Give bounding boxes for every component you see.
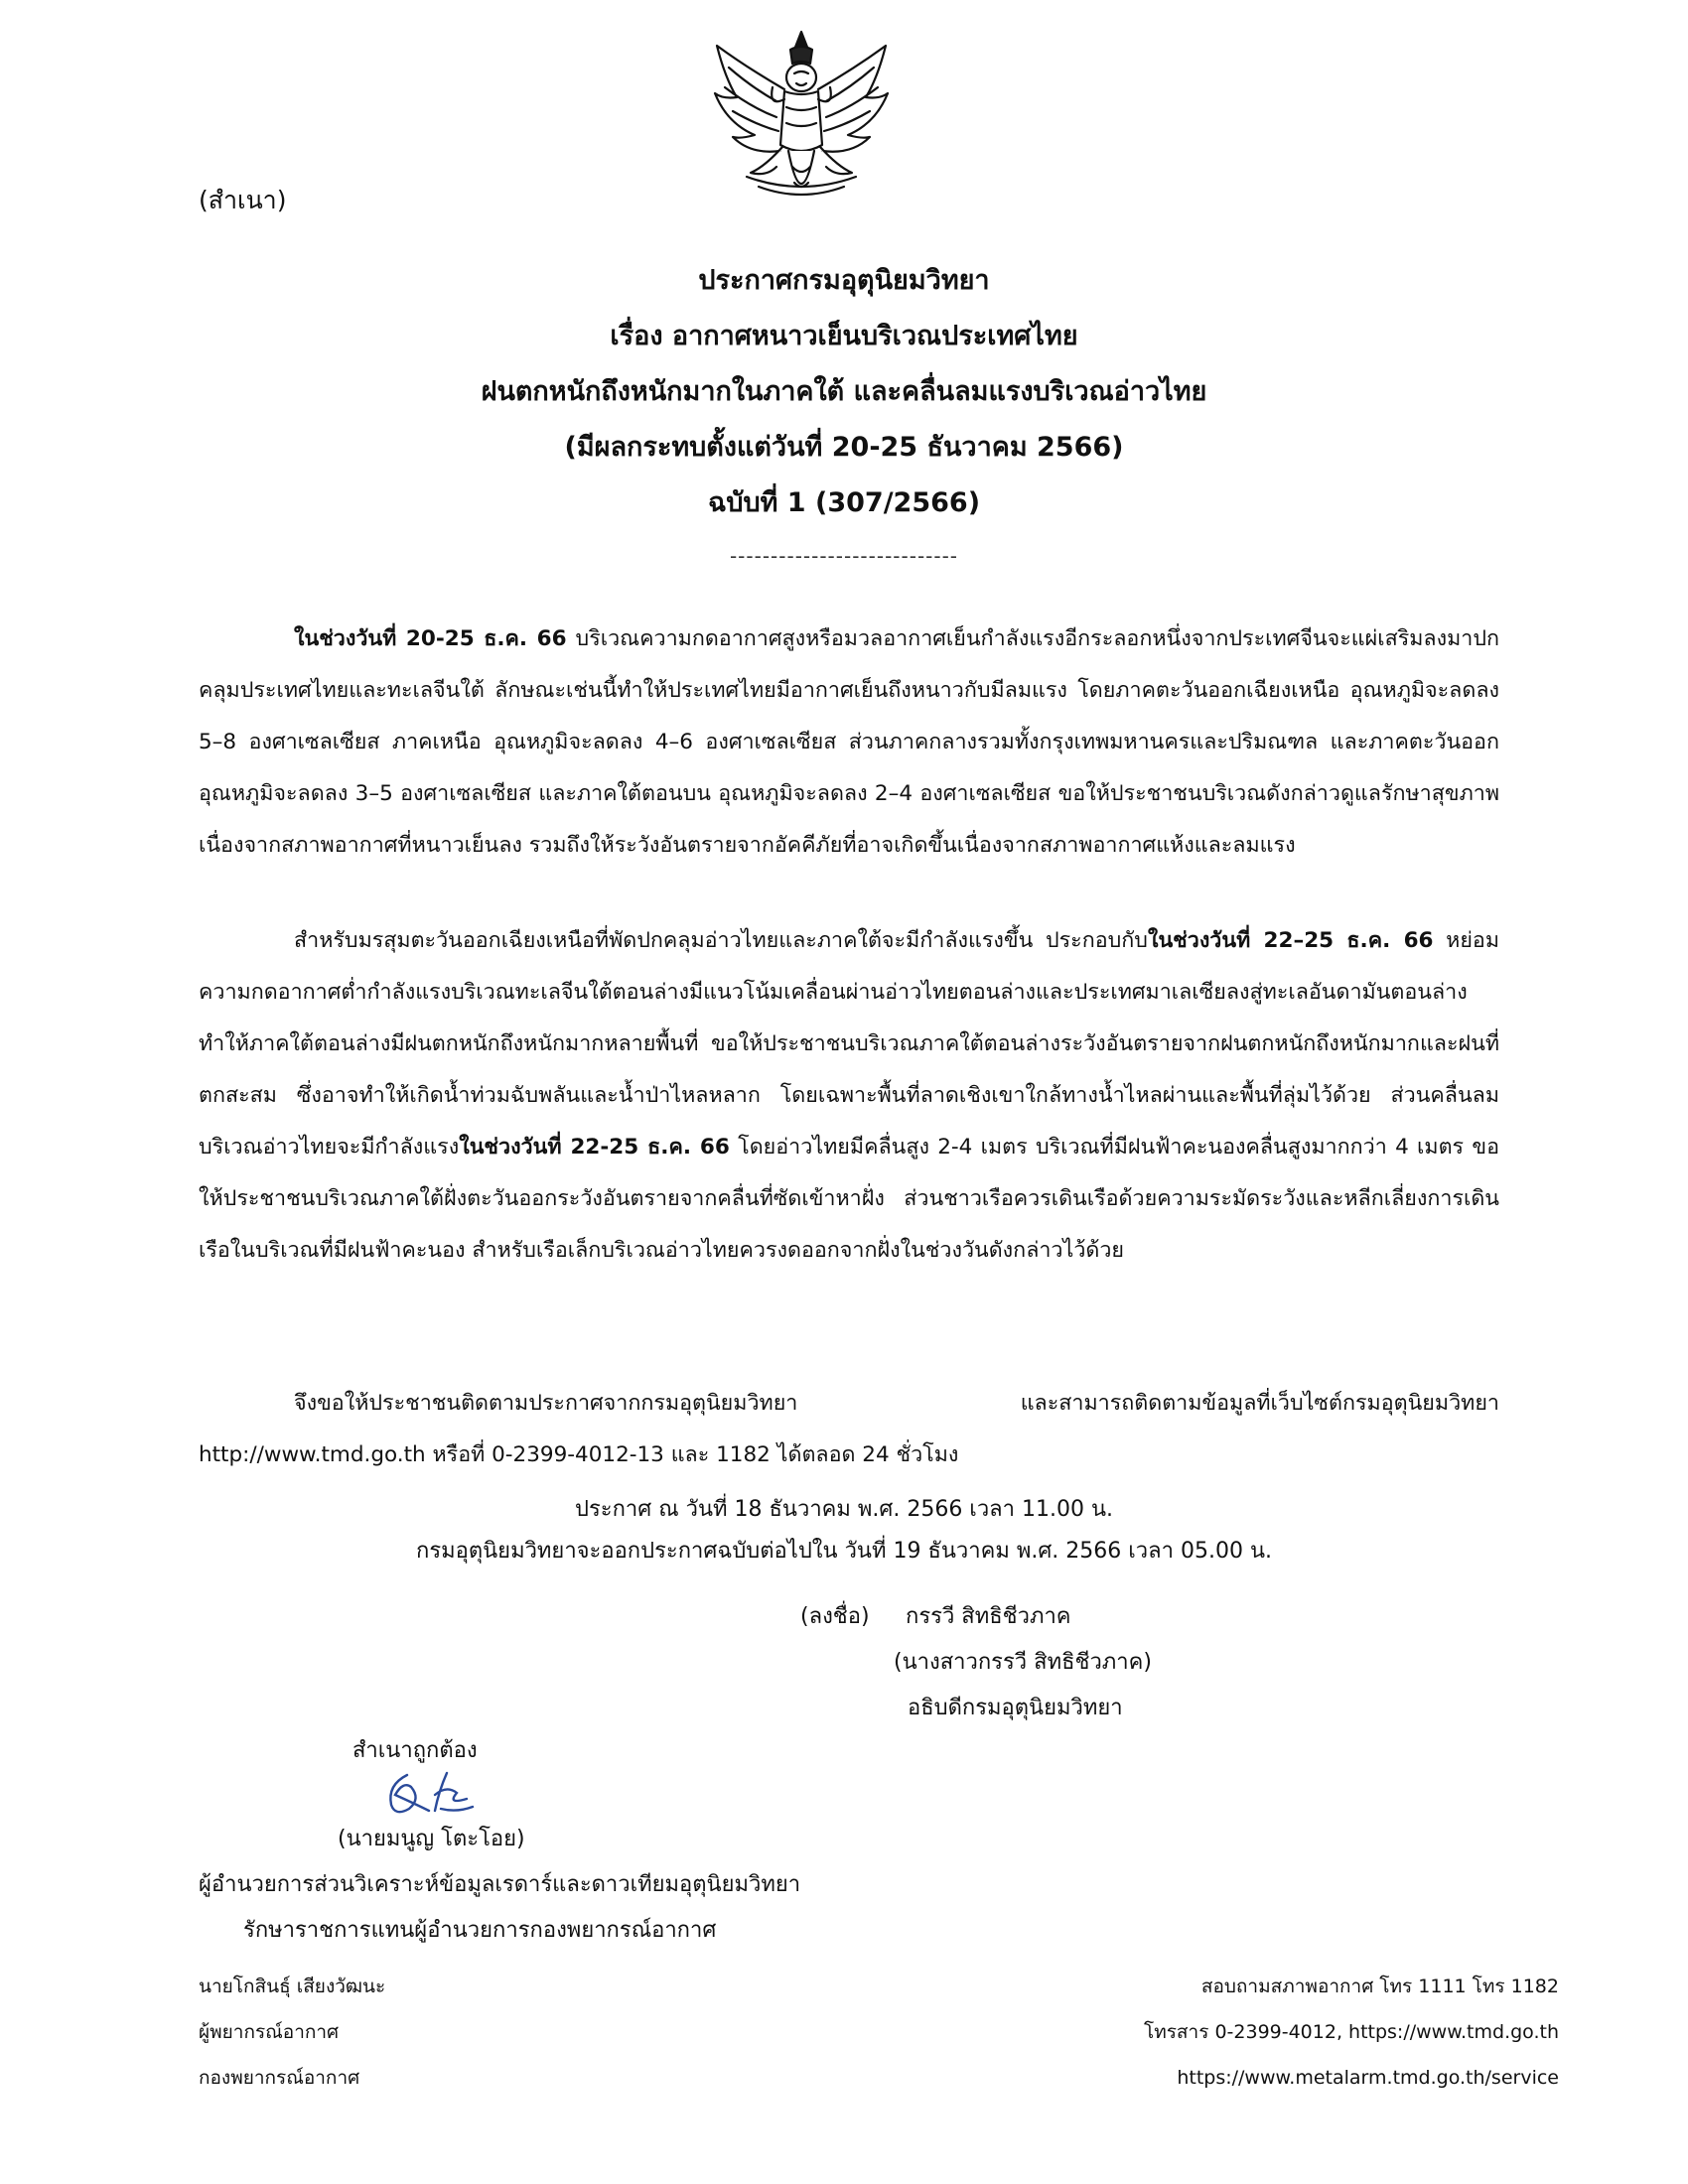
title-line-4: (มีผลกระทบตั้งแต่วันที่ 20-25 ธันวาคม 2566) bbox=[564, 432, 1124, 463]
footer-left-line: กองพยากรณ์อากาศ bbox=[199, 2067, 360, 2089]
footer-left-line: นายโกสินธุ์ เสียงวัฒนะ bbox=[199, 1976, 386, 1997]
handwritten-signature bbox=[377, 1765, 487, 1825]
footer-right-line: สอบถามสภาพอากาศ โทร 1111 โทร 1182 bbox=[1200, 1976, 1559, 1997]
p1-text: บริเวณความกดอากาศสูงหรือมวลอากาศเย็นกำลังแรงอีกระลอกหนึ่งจากประเทศจีนจะแผ่เสริมลงมาปกคลุมประเทศไทยและทะเลจีนใต้ ลักษณะเช่นนี้ทำให้ประเทศไทยมีอากาศเย็นถึงหนาวกับมีลมแรง โดยภาคตะวันออกเฉียงเหนือ อุณหภูมิจะลดลง 5–8 องศาเซลเซียส ภาคเหนือ อุณหภูมิจะลดลง 4–6 องศาเซลเซียส ส่วนภาคกลางรวมทั้งกรุงเทพมหานครและปริมณฑล และภาคตะวันออก อุณหภูมิจะลดลง 3–5 องศาเซลเซียส และภาคใต้ตอนบน อุณหภูมิจะลดลง 2–4 องศาเซลเซียส ขอให้ประชาชนบริเวณดังกล่าวดูแลรักษาสุขภาพเนื่องจากสภาพอากาศที่หนาวเย็นลง รวมถึงให้ระวังอันตรายจากอัคคีภัยที่อาจเกิดขึ้นเนื่องจากสภาพอากาศแห้งและลมแรง bbox=[199, 626, 1499, 858]
title-line-3: ฝนตกหนักถึงหนักมากในภาคใต้ และคลื่นลมแรงบริเวณอ่าวไทย bbox=[481, 376, 1207, 407]
signatory-full-name: (นางสาวกรรวี สิทธิชีวภาค) bbox=[894, 1650, 1152, 1675]
title-divider: ---------------------------- bbox=[729, 544, 959, 568]
paragraph-2 bbox=[199, 915, 1499, 1277]
p1-bold: ในช่วงวันที่ 20-25 ธ.ค. 66 bbox=[294, 626, 567, 651]
garuda-emblem bbox=[707, 28, 896, 226]
footer-left-line: ผู้พยากรณ์อากาศ bbox=[199, 2021, 340, 2043]
p2-bold-b: ในช่วงวันที่ 22-25 ธ.ค. 66 bbox=[459, 1135, 730, 1160]
footer-right-line: https://www.metalarm.tmd.go.th/service bbox=[1177, 2067, 1559, 2089]
announcement-date: ประกาศ ณ วันที่ 18 ธันวาคม พ.ศ. 2566 เวลา 11.00 น. bbox=[574, 1497, 1114, 1522]
certifier-title-2: รักษาราชการแทนผู้อำนวยการกองพยากรณ์อากาศ bbox=[243, 1918, 717, 1943]
signed-label: (ลงชื่อ) bbox=[800, 1604, 870, 1629]
p2-text-a: สำหรับมรสุมตะวันออกเฉียงเหนือที่พัดปกคลุมอ่าวไทยและภาคใต้จะมีกำลังแรงขึ้น ประกอบกับ bbox=[294, 928, 1148, 953]
signatory-title: อธิบดีกรมอุตุนิยมวิทยา bbox=[908, 1696, 1123, 1720]
p2-text-b: หย่อมความกดอากาศต่ำกำลังแรงบริเวณทะเลจีนใต้ตอนล่างมีแนวโน้มเคลื่อนผ่านอ่าวไทยตอนล่างและประเทศมาเลเซียลงสู่ทะเลอันดามันตอนล่าง ทำให้ภาคใต้ตอนล่างมีฝนตกหนักถึงหนักมากหลายพื้นที่ ขอให้ประชาชนบริเวณภาคใต้ตอนล่างระวังอันตรายจากฝนตกหนักถึงหนักมากและฝนที่ตกสะสม ซึ่งอาจทำให้เกิดน้ำท่วมฉับพลันและน้ำป่าไหลหลาก โดยเฉพาะพื้นที่ลาดเชิงเขาใกล้ทางน้ำไหลผ่านและพื้นที่ลุ่มไว้ด้วย ส่วนคลื่นลมบริเวณอ่าวไทยจะมีกำลังแรง bbox=[199, 928, 1499, 1160]
footer-right-line: โทรสาร 0-2399-4012, https://www.tmd.go.th bbox=[1144, 2021, 1559, 2043]
title-block bbox=[0, 253, 1688, 531]
certified-copy-label: สำเนาถูกต้อง bbox=[352, 1738, 478, 1763]
footer-forecaster bbox=[199, 1964, 385, 2101]
p2-bold-a: ในช่วงวันที่ 22–25 ธ.ค. 66 bbox=[1147, 928, 1434, 953]
certifier-name: (นายมนูญ โตะโอย) bbox=[338, 1827, 525, 1851]
title-line-1: ประกาศกรมอุตุนิยมวิทยา bbox=[698, 265, 990, 296]
next-announcement: กรมอุตุนิยมวิทยาจะออกประกาศฉบับต่อไปใน วันที่ 19 ธันวาคม พ.ศ. 2566 เวลา 05.00 น. bbox=[416, 1539, 1272, 1564]
signatory-name: กรรวี สิทธิชีวภาค bbox=[906, 1604, 1071, 1629]
certifier-title-1: ผู้อำนวยการส่วนวิเคราะห์ข้อมูลเรดาร์และดาวเทียมอุตุนิยมวิทยา bbox=[199, 1872, 801, 1897]
p3-text: จึงขอให้ประชาชนติดตามประกาศจากกรมอุตุนิยมวิทยา และสามารถติดตามข้อมูลที่เว็บไซต์กรมอุตุนิยมวิทยา http://www.tmd.go.th หรือที่ 0-2399-4012-13 และ 1182 ได้ตลอด 24 ชั่วโมง bbox=[199, 1391, 1499, 1467]
p2-text-c: โดยอ่าวไทยมีคลื่นสูง 2-4 เมตร บริเวณที่มีฝนฟ้าคะนองคลื่นสูงมากกว่า 4 เมตร ขอให้ประชาชนบริเวณภาคใต้ฝั่งตะวันออกระวังอันตรายจากคลื่นที่ซัดเข้าหาฝั่ง ส่วนชาวเรือควรเดินเรือด้วยความระมัดระวังและหลีกเลี่ยงการเดินเรือในบริเวณที่มีฝนฟ้าคะนอง สำหรับเรือเล็กบริเวณอ่าวไทยควรงดออกจากฝั่งในช่วงวันดังกล่าวไว้ด้วย bbox=[199, 1135, 1499, 1263]
footer-contact bbox=[1144, 1964, 1559, 2101]
title-line-2: เรื่อง อากาศหนาวเย็นบริเวณประเทศไทย bbox=[610, 321, 1078, 351]
paragraph-1 bbox=[199, 614, 1499, 872]
copy-label: (สำเนา) bbox=[199, 186, 287, 214]
title-line-5: ฉบับที่ 1 (307/2566) bbox=[707, 487, 981, 518]
paragraph-3 bbox=[199, 1378, 1499, 1481]
